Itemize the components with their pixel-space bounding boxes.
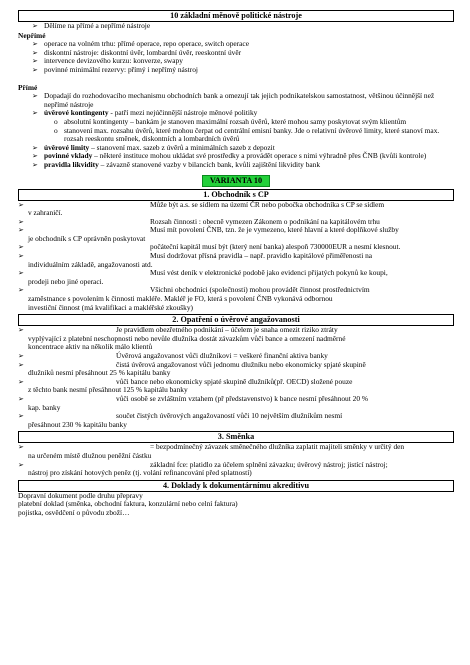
section-heading-2: 2. Opatření o úvěrové angažovanosti: [18, 314, 454, 326]
neprime-item: ➢ povinné minimální rezervy: přímý i nepřímý nástroj: [32, 64, 198, 74]
circle-bullet-icon: o: [54, 116, 58, 126]
prime-subitem: o absolutní kontingenty – bankám je stanoven maximální rozsah úvěrů, které mohou samy poskytovat svým klientům: [54, 116, 407, 126]
arrow-bullet-icon: ➢: [32, 40, 38, 49]
arrow-bullet-icon: ➢: [32, 109, 38, 118]
arrow-bullet-icon: ➢: [18, 217, 24, 226]
arrow-bullet-icon: ➢: [18, 326, 24, 335]
arrow-bullet-icon: ➢: [18, 377, 24, 386]
section-heading-1: 1. Obchodník s CP: [18, 189, 454, 201]
arrow-bullet-icon: ➢: [18, 443, 24, 452]
arrow-bullet-icon: ➢: [32, 65, 38, 74]
arrow-bullet-icon: ➢: [32, 48, 38, 57]
arrow-bullet-icon: ➢: [32, 143, 38, 152]
document-page: 10 základní měnově politické nástroje ➢ Dělíme na přímé a nepřímé nástroje Nepřímé ➢ operace na volném trhu: přímé operace, repo operace, switch operace ➢ diskontní nástroje: diskontní úvěr, lombardní úvěr, reeskontní úvěr ➢ intervence devizového kurzu: konverze, swapy ➢ povinné minimální rezervy: přímý i nepřímý nástroj Přímé ➢ Dopadají do rozhodovacího mechanismu obchodních bank a omezují tak jejich podnikatelskou samostatnost, většinou účinnější než nepřímé nástroje ➢ úvěrové kontingenty - patří mezi nejúčinnější nástroje měnové politiky o absolutní kontingenty – bankám je stanoven maximální rozsah úvěrů, které mohou samy poskytovat svým klientům o stanovení max. rozsahu úvěrů, které mohou čerpat od centrální emisní banky. Jde o relativní úvěrové limity, které stanoví max. rozsah reeskontu směnek, diskontních a lombardních úvěrů ➢ úvěrové limity – stanovení max. sazeb z úvěrů a minimálních sazeb z depozit ➢ povinné vklady – některé instituce mohou ukládat své prostředky a provádět operace s nimi výhradně přes ČNB (kvůli kontrole) ➢ pravidla likvidity – závazně stanovené vazby v bilancích bank, kvůli zajištění likvidity bank VARIANTA 10 1. Obchodník s CP ➢ Může být a.s. se sídlem na území ČR nebo pobočka obchodníka s CP se sídlem v zahraničí. ➢ Rozsah činnosti : obecně vymezen Zákonem o podnikání na kapitálovém trhu ➢ Musí mít povolení ČNB, tzn. že je vymezeno, které hlavní a které doplňkové služby je obchodník s CP oprávněn poskytovat ➢ počáteční kapitál musí být (který není banka) alespoň 730000EUR a nesmí klesnout. ➢ Musí dodržovat přísná pravidla – např. pravidlo kapitálové přiměřenosti na individuálním základě, angažovanosti atd. ➢ Musí vést deník v elektronické podobě jako evidenci přijatých pokynů ke koupi, prodeji nebo jiné operaci. ➢ Všichni obchodníci (společnosti) mohou provádět činnost prostřednictvím zaměstnance s povolením k činnosti makléře. Makléř je FO, která s povolení ČNB vykonává odbornou investiční činnost (má kvalifikaci a makléřské zkoušky) 2. Opatření o úvěrové angažovanosti ➢ Je pravidlem obezřetného podnikání – účelem je snaha omezit riziko ztráty vyplývající z platební neschopnosti nebo nevůle dlužníka dostát závazkům vůči bance a omezení nadměrné koncentrace aktiv na několik málo klientů ➢ Úvěrová angažovanost vůči dlužníkovi = veškeré finanční aktiva banky ➢ čistá úvěrová angažovanost vůči jednomu dlužníku nebo ekonomicky spjaté skupině dlužníků nesmí přesáhnout 25 % kapitálu banky ➢ vůči bance nebo ekonomicky spjaté skupině dlužníků(př. OECD) složené pouze z těchto bank nesmí přesáhnout 125 % kapitálu banky ➢ vůči osobě se zvláštním vztahem (př představenstvo) k bance nesmí přesáhnout 20 % kap. banky ➢ součet čistých úvěrových angažovaností vůči 10 největším dlužníkům nesmí přesáhnout 230 % kapitálu banky 3. Směnka ➢ = bezpodmínečný závazek směnečného dlužníka zaplatit majiteli směnky v určitý den na určeném místě dlužnou peněžní částku ➢ základní fce: platidlo za účelem splnění závazku; úvěrový nástroj; jistící nástroj; nástroj pro získání hotových peněz (tj. volání refinancování před splatností) 4. Doklady k dokumentárnímu akreditivu Dopravní dokument podle druhu přepravy platební doklad (směnka, obchodní faktura, konzulární nebo celní faktura) pojistka, osvědčení o původu zboží…: [18, 10, 454, 518]
arrow-bullet-icon: ➢: [18, 394, 24, 403]
arrow-bullet-icon: ➢: [18, 460, 24, 469]
arrow-bullet-icon: ➢: [18, 360, 24, 369]
arrow-bullet-icon: ➢: [32, 57, 38, 66]
prime-item: ➢ povinné vklady – některé instituce mohou ukládat své prostředky a provádět operace s nimi výhradně přes ČNB (kvůli kontrole): [32, 151, 427, 161]
arrow-bullet-icon: ➢: [32, 22, 38, 30]
prime-item: ➢ úvěrové limity – stanovení max. sazeb z úvěrů a minimálních sazeb z depozit: [32, 142, 275, 152]
prime-subitem: o stanovení max. rozsahu úvěrů, které mohou čerpat od centrální emisní banky. Jde o relativní úvěrové limity, které stanoví max. rozsah reeskontu směnek, diskontních a lombardních úvěrů: [54, 125, 440, 144]
arrow-bullet-icon: ➢: [18, 286, 24, 295]
arrow-bullet-icon: ➢: [32, 152, 38, 161]
intro-item: ➢ Dělíme na přímé a nepřímé nástroje: [32, 21, 151, 30]
section-heading-4: 4. Doklady k dokumentárnímu akreditivu: [18, 480, 454, 492]
arrow-bullet-icon: ➢: [18, 352, 24, 360]
arrow-bullet-icon: ➢: [18, 200, 24, 209]
prime-item: ➢ úvěrové kontingenty - patří mezi nejúčinnější nástroje měnové politiky: [32, 108, 258, 118]
variant-badge: VARIANTA 10: [202, 175, 270, 187]
neprime-item: ➢ diskontní nástroje: diskontní úvěr, lombardní úvěr, reeskontní úvěr: [32, 47, 242, 57]
section-title-tools: 10 základní měnově politické nástroje: [18, 10, 454, 22]
heading-prime: Přímé: [18, 82, 38, 92]
heading-neprime: Nepřímé: [18, 30, 46, 40]
neprime-item: ➢ intervence devizového kurzu: konverze, swapy: [32, 56, 183, 66]
arrow-bullet-icon: ➢: [18, 252, 24, 261]
arrow-bullet-icon: ➢: [18, 243, 24, 252]
neprime-item: ➢ operace na volném trhu: přímé operace, repo operace, switch operace: [32, 39, 249, 49]
section-heading-3: 3. Směnka: [18, 431, 454, 443]
circle-bullet-icon: o: [54, 125, 58, 135]
prime-item: ➢ pravidla likvidity – závazně stanovené vazby v bilancích bank, kvůli zajištění likvidity bank: [32, 159, 321, 169]
arrow-bullet-icon: ➢: [18, 226, 24, 235]
doc-line: Dopravní dokument podle druhu přepravy: [18, 490, 143, 500]
doc-line: pojistka, osvědčení o původu zboží…: [18, 507, 130, 517]
prime-item: ➢ Dopadají do rozhodovacího mechanismu obchodních bank a omezují tak jejich podnikatelskou samostatnost, většinou účinnější než nepřímé nástroje: [32, 91, 435, 109]
arrow-bullet-icon: ➢: [18, 412, 24, 421]
arrow-bullet-icon: ➢: [32, 92, 38, 101]
arrow-bullet-icon: ➢: [18, 269, 24, 278]
doc-line: platební doklad (směnka, obchodní faktura, konzulární nebo celní faktura): [18, 499, 238, 509]
arrow-bullet-icon: ➢: [32, 160, 38, 169]
